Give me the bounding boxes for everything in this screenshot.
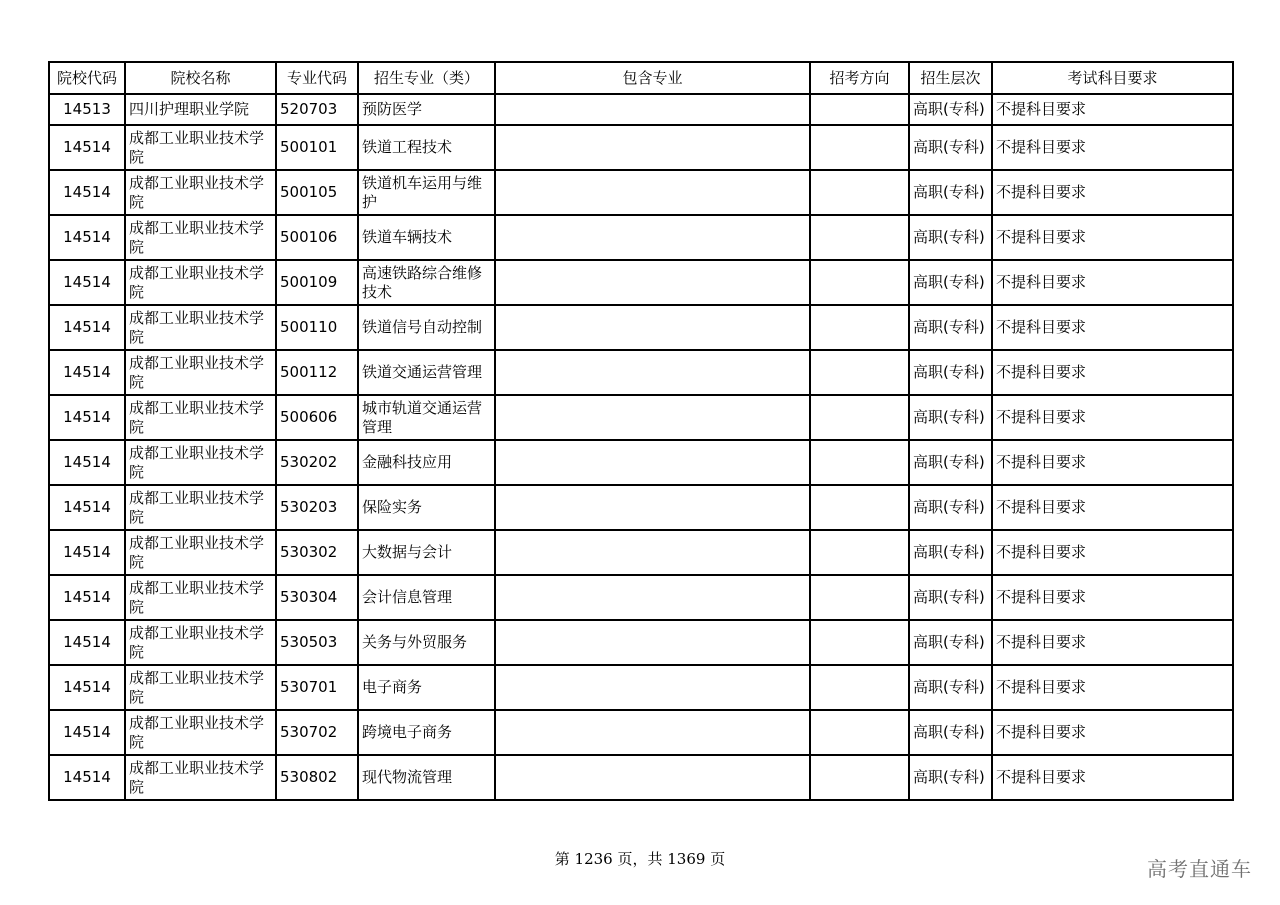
table-row [49,485,1233,530]
header-school-name: 院校名称 [125,62,276,94]
major-code-cell: 500106 [276,215,358,260]
header-major: 招生专业（类） [358,62,495,94]
school-name-cell: 成都工业职业技术学院 [125,620,276,665]
table-row [49,350,1233,395]
level-cell: 高职(专科) [909,485,992,530]
school-name-cell: 成都工业职业技术学院 [125,440,276,485]
requirement-cell: 不提科目要求 [992,755,1233,800]
table-row [49,170,1233,215]
included-majors-cell [495,485,810,530]
included-majors-cell [495,530,810,575]
table-row [49,665,1233,710]
level-cell: 高职(专科) [909,260,992,305]
requirement-cell: 不提科目要求 [992,665,1233,710]
major-code-cell: 530202 [276,440,358,485]
requirement-cell: 不提科目要求 [992,575,1233,620]
level-cell: 高职(专科) [909,215,992,260]
level-cell: 高职(专科) [909,94,992,125]
requirement-cell: 不提科目要求 [992,94,1233,125]
requirement-cell: 不提科目要求 [992,440,1233,485]
school-code-cell: 14514 [49,125,125,170]
major-cell: 高速铁路综合维修技术 [358,260,495,305]
school-code-cell: 14514 [49,665,125,710]
level-cell: 高职(专科) [909,665,992,710]
header-major-code: 专业代码 [276,62,358,94]
school-code-cell: 14514 [49,755,125,800]
table-row [49,125,1233,170]
direction-cell [810,530,909,575]
level-cell: 高职(专科) [909,575,992,620]
included-majors-cell [495,170,810,215]
major-cell: 电子商务 [358,665,495,710]
table-row [49,755,1233,800]
school-code-cell: 14514 [49,710,125,755]
table-row [49,620,1233,665]
table-row [49,305,1233,350]
school-code-cell: 14514 [49,260,125,305]
page-number: 第 1236 页，共 1369 页 [554,850,726,868]
header-level: 招生层次 [909,62,992,94]
direction-cell [810,755,909,800]
included-majors-cell [495,575,810,620]
level-cell: 高职(专科) [909,440,992,485]
level-cell: 高职(专科) [909,710,992,755]
direction-cell [810,395,909,440]
school-code-cell: 14514 [49,170,125,215]
header-requirement: 考试科目要求 [992,62,1233,94]
major-code-cell: 500606 [276,395,358,440]
included-majors-cell [495,395,810,440]
school-code-cell: 14514 [49,575,125,620]
level-cell: 高职(专科) [909,530,992,575]
level-cell: 高职(专科) [909,305,992,350]
major-cell: 铁道交通运营管理 [358,350,495,395]
requirement-cell: 不提科目要求 [992,485,1233,530]
major-cell: 保险实务 [358,485,495,530]
admissions-table [48,61,1234,801]
requirement-cell: 不提科目要求 [992,305,1233,350]
level-cell: 高职(专科) [909,755,992,800]
direction-cell [810,215,909,260]
school-name-cell: 成都工业职业技术学院 [125,575,276,620]
requirement-cell: 不提科目要求 [992,215,1233,260]
table-row [49,395,1233,440]
direction-cell [810,485,909,530]
school-name-cell: 成都工业职业技术学院 [125,170,276,215]
major-cell: 铁道车辆技术 [358,215,495,260]
school-name-cell: 成都工业职业技术学院 [125,215,276,260]
direction-cell [810,260,909,305]
level-cell: 高职(专科) [909,350,992,395]
included-majors-cell [495,755,810,800]
school-code-cell: 14513 [49,94,125,125]
major-code-cell: 530203 [276,485,358,530]
table-header-row [49,62,1233,94]
school-name-cell: 成都工业职业技术学院 [125,755,276,800]
requirement-cell: 不提科目要求 [992,170,1233,215]
header-included-majors: 包含专业 [495,62,810,94]
watermark: 高考直通车 [1147,857,1252,881]
direction-cell [810,305,909,350]
level-cell: 高职(专科) [909,620,992,665]
direction-cell [810,94,909,125]
requirement-cell: 不提科目要求 [992,710,1233,755]
school-name-cell: 成都工业职业技术学院 [125,665,276,710]
level-cell: 高职(专科) [909,125,992,170]
major-code-cell: 530503 [276,620,358,665]
major-code-cell: 530702 [276,710,358,755]
school-name-cell: 成都工业职业技术学院 [125,350,276,395]
major-cell: 会计信息管理 [358,575,495,620]
school-name-cell: 成都工业职业技术学院 [125,530,276,575]
direction-cell [810,620,909,665]
included-majors-cell [495,440,810,485]
direction-cell [810,575,909,620]
requirement-cell: 不提科目要求 [992,350,1233,395]
table-row [49,215,1233,260]
requirement-cell: 不提科目要求 [992,395,1233,440]
direction-cell [810,440,909,485]
direction-cell [810,350,909,395]
header-school-code: 院校代码 [49,62,125,94]
requirement-cell: 不提科目要求 [992,125,1233,170]
major-cell: 现代物流管理 [358,755,495,800]
major-cell: 关务与外贸服务 [358,620,495,665]
direction-cell [810,710,909,755]
major-cell: 大数据与会计 [358,530,495,575]
school-code-cell: 14514 [49,350,125,395]
school-code-cell: 14514 [49,530,125,575]
included-majors-cell [495,260,810,305]
major-cell: 城市轨道交通运营管理 [358,395,495,440]
school-name-cell: 成都工业职业技术学院 [125,395,276,440]
included-majors-cell [495,665,810,710]
school-code-cell: 14514 [49,440,125,485]
table-row [49,94,1233,125]
school-name-cell: 成都工业职业技术学院 [125,710,276,755]
table-row [49,260,1233,305]
school-name-cell: 成都工业职业技术学院 [125,305,276,350]
included-majors-cell [495,94,810,125]
school-name-cell: 成都工业职业技术学院 [125,125,276,170]
school-code-cell: 14514 [49,305,125,350]
school-code-cell: 14514 [49,485,125,530]
requirement-cell: 不提科目要求 [992,260,1233,305]
major-code-cell: 530802 [276,755,358,800]
table-row [49,575,1233,620]
level-cell: 高职(专科) [909,395,992,440]
major-code-cell: 500112 [276,350,358,395]
direction-cell [810,665,909,710]
school-code-cell: 14514 [49,620,125,665]
major-cell: 铁道工程技术 [358,125,495,170]
included-majors-cell [495,305,810,350]
table-row [49,710,1233,755]
major-cell: 铁道信号自动控制 [358,305,495,350]
school-code-cell: 14514 [49,395,125,440]
major-code-cell: 520703 [276,94,358,125]
major-cell: 铁道机车运用与维护 [358,170,495,215]
level-cell: 高职(专科) [909,170,992,215]
school-name-cell: 四川护理职业学院 [125,94,276,125]
major-code-cell: 500109 [276,260,358,305]
included-majors-cell [495,710,810,755]
major-code-cell: 530304 [276,575,358,620]
school-code-cell: 14514 [49,215,125,260]
school-name-cell: 成都工业职业技术学院 [125,485,276,530]
major-cell: 金融科技应用 [358,440,495,485]
header-direction: 招考方向 [810,62,909,94]
requirement-cell: 不提科目要求 [992,530,1233,575]
direction-cell [810,125,909,170]
table-row [49,530,1233,575]
major-code-cell: 500105 [276,170,358,215]
major-cell: 预防医学 [358,94,495,125]
requirement-cell: 不提科目要求 [992,620,1233,665]
major-code-cell: 500110 [276,305,358,350]
school-name-cell: 成都工业职业技术学院 [125,260,276,305]
major-cell: 跨境电子商务 [358,710,495,755]
included-majors-cell [495,215,810,260]
major-code-cell: 530302 [276,530,358,575]
major-code-cell: 530701 [276,665,358,710]
table-row [49,440,1233,485]
included-majors-cell [495,125,810,170]
direction-cell [810,170,909,215]
included-majors-cell [495,350,810,395]
included-majors-cell [495,620,810,665]
major-code-cell: 500101 [276,125,358,170]
